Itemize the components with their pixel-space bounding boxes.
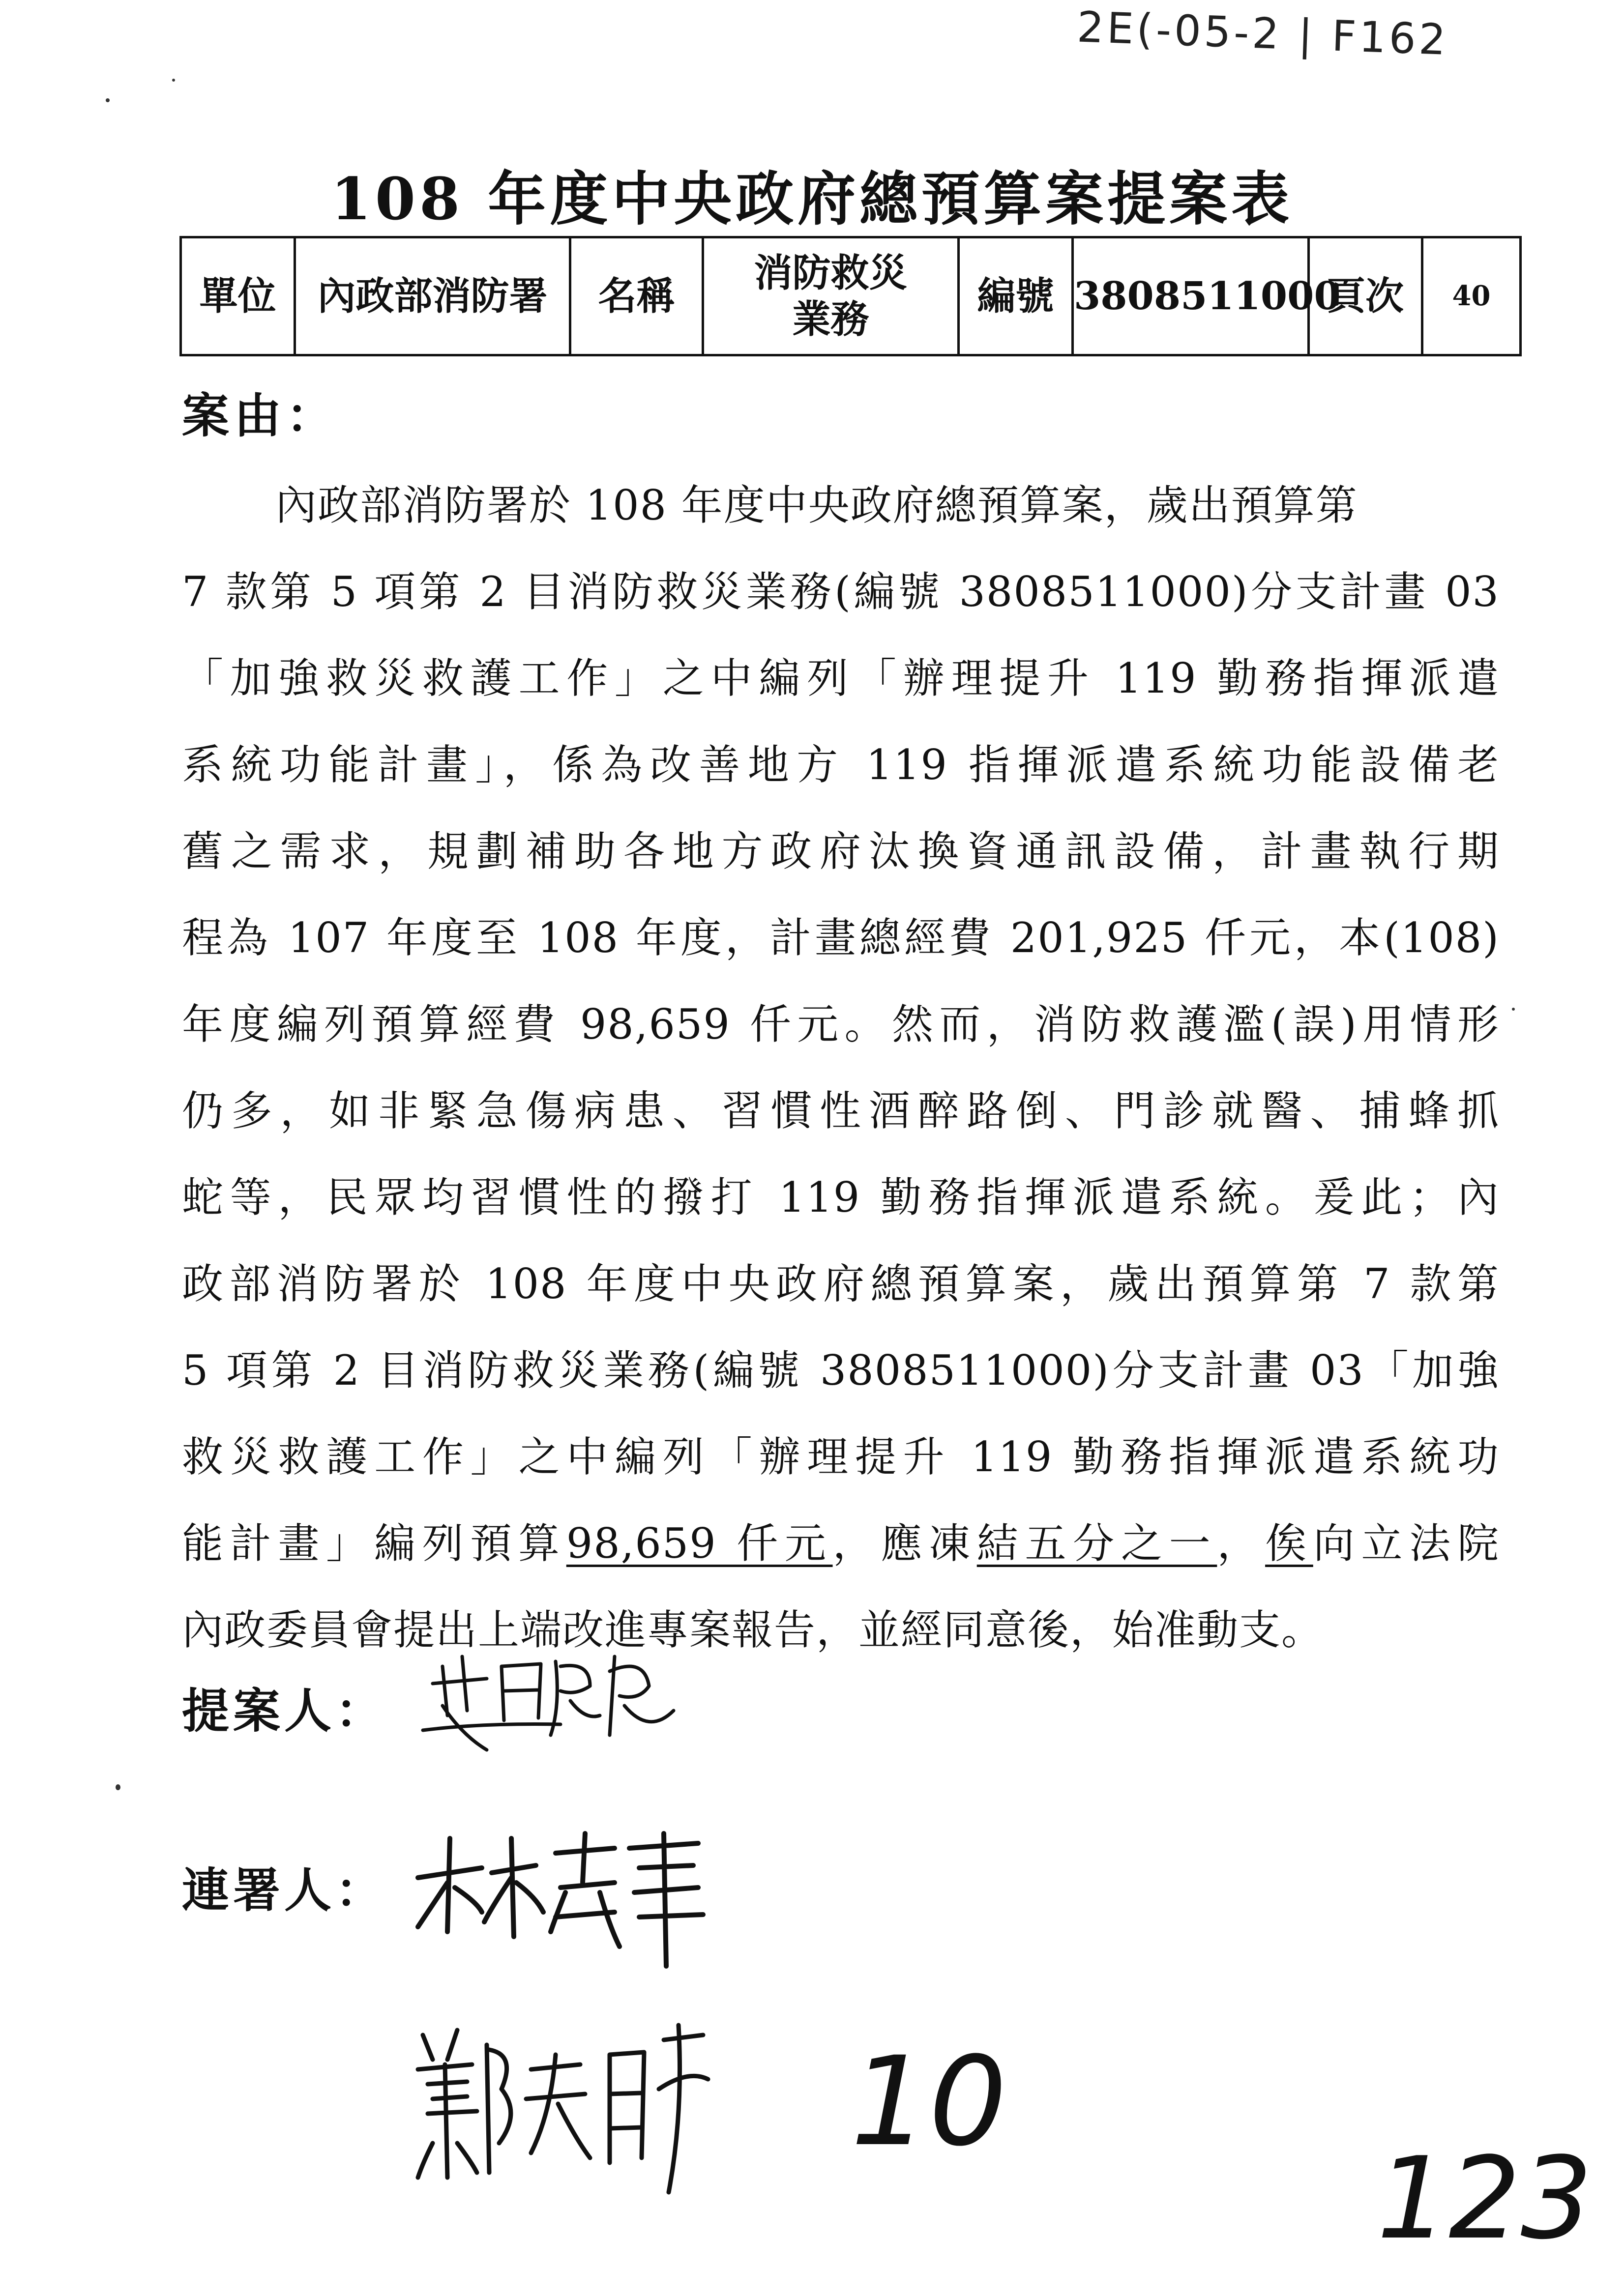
body-line-13	[182, 1500, 1500, 1587]
body-line: 5 項第 2 目消防救災業務(編號 3808511000)分支計畫 03「加強	[182, 1346, 1500, 1395]
body-line-14: 內政委員會提出上端改進專案報告，並經同意後，始准動支。	[182, 1606, 1324, 1654]
handwritten-page-number: 123	[1377, 2133, 1593, 2265]
page-title: 108 年度中央政府總預算案提案表	[330, 165, 1294, 233]
line13-part4: 向立法院	[1313, 1519, 1500, 1568]
body-line: 「加強救災救護工作」之中編列「辦理提升 119 勤務指揮派遣	[182, 654, 1500, 702]
body-line: 政部消防署於 108 年度中央政府總預算案，歲出預算第 7 款第	[182, 1260, 1500, 1308]
name-label: 名稱	[570, 237, 703, 355]
scan-speck	[1512, 1008, 1515, 1011]
code-label: 編號	[959, 237, 1073, 355]
line13-part3: ，	[1217, 1519, 1266, 1568]
name-value-line2: 業務	[792, 296, 869, 342]
underlined-freeze: 結五分之一	[976, 1519, 1217, 1568]
scan-speck	[116, 1784, 120, 1790]
reason-label: 案由：	[182, 388, 338, 443]
body-line: 蛇等，民眾均習慣性的撥打 119 勤務指揮派遣系統。爰此；內	[182, 1173, 1500, 1221]
cosigner-label: 連署人：	[182, 1862, 386, 1918]
name-value-line1: 消防救災	[754, 250, 908, 295]
underlined-await: 俟	[1265, 1519, 1313, 1568]
page-label: 頁次	[1309, 237, 1422, 355]
name-value	[703, 237, 959, 355]
body-line: 系統功能計畫」，係為改善地方 119 指揮派遣系統功能設備老	[182, 741, 1500, 789]
reason-body	[182, 462, 1500, 1673]
line13-part2: ，應凍	[832, 1519, 977, 1568]
proposer-label: 提案人：	[182, 1683, 386, 1739]
scan-speck	[172, 79, 175, 82]
scan-speck	[106, 98, 110, 102]
line13-part1: 能計畫」編列預算	[182, 1519, 566, 1568]
code-value: 3808511000	[1073, 237, 1309, 355]
signature-cosigner-1	[408, 1819, 713, 1976]
page-value: 40	[1422, 237, 1521, 355]
body-line: 程為 107 年度至 108 年度，計畫總經費 201,925 仟元，本(108)	[182, 914, 1500, 962]
unit-value: 內政部消防署	[295, 237, 570, 355]
body-line: 年度編列預算經費 98,659 仟元。然而，消防救護濫(誤)用情形	[182, 1000, 1500, 1048]
body-line: 內政部消防署於 108 年度中央政府總預算案，歲出預算第	[275, 481, 1358, 529]
signature-proposer	[413, 1637, 688, 1765]
body-line: 舊之需求，規劃補助各地方政府汰換資通訊設備，計畫執行期	[182, 827, 1500, 875]
archive-stamp: 2E(-05-2 | F162	[1076, 2, 1449, 65]
underlined-amount: 98,659 仟元	[566, 1519, 833, 1568]
header-table	[179, 236, 1522, 356]
handwritten-count: 10	[851, 2030, 1007, 2173]
body-line: 仍多，如非緊急傷病患、習慣性酒醉路倒、門診就醫、捕蜂抓	[182, 1087, 1500, 1135]
signature-cosigner-2	[403, 2015, 718, 2202]
body-line: 7 款第 5 項第 2 目消防救災業務(編號 3808511000)分支計畫 03	[182, 568, 1500, 616]
body-line: 救災救護工作」之中編列「辦理提升 119 勤務指揮派遣系統功	[182, 1433, 1500, 1481]
unit-label: 單位	[181, 237, 295, 355]
